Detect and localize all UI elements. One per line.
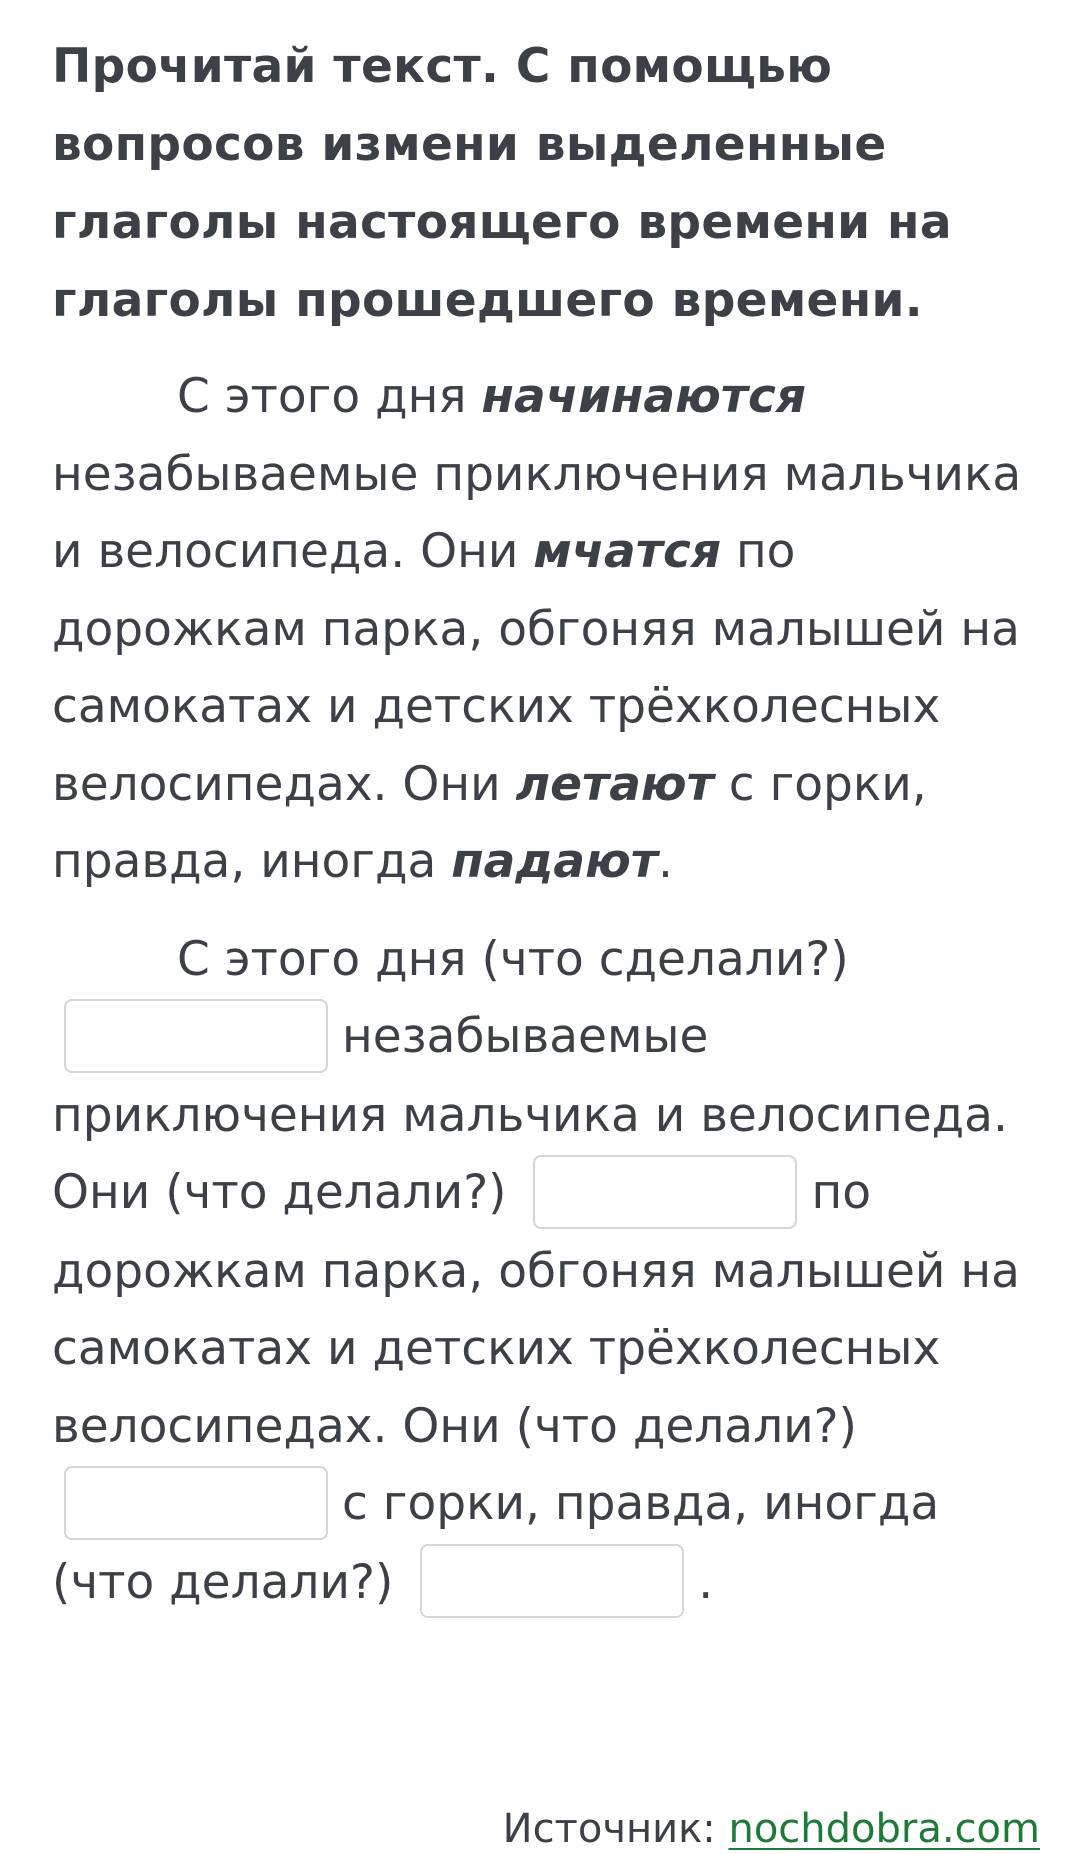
answer-input-3[interactable]: [64, 1466, 328, 1540]
highlighted-verb-1: начинаются: [481, 369, 807, 424]
answer-input-1[interactable]: [64, 999, 328, 1073]
source-label: Источник:: [502, 1806, 729, 1852]
highlighted-verb-2: мчатся: [533, 524, 722, 579]
source-link[interactable]: nochdobra.com: [728, 1806, 1040, 1852]
task-instruction: Прочитай текст. С помощью вопросов измени выделенные глаголы настоящего времени на глаголы прошедшего времени.: [52, 39, 952, 328]
exercise-text-fragment: .: [698, 1554, 714, 1610]
original-text-fragment: с горки, правда, иногда: [52, 756, 927, 889]
original-text-fragment: .: [658, 834, 673, 889]
exercise-text-fragment: по дорожкам парка, обгоняя малышей на самокатах и детских трёхколесных велосипедах. Они (что делали?): [52, 1165, 1020, 1454]
original-text-fragment: по дорожкам парка, обгоняя малышей на самокатах и детских трёхколесных велосипедах. Они: [52, 524, 1020, 812]
answer-input-2[interactable]: [533, 1155, 797, 1229]
highlighted-verb-3: летают: [515, 756, 714, 812]
exercise-text-fragment: с горки, правда, иногда (что делали?): [52, 1476, 940, 1610]
highlighted-verb-4: падают: [451, 834, 658, 889]
answer-input-4[interactable]: [420, 1544, 684, 1618]
original-text-fragment: незабываемые приключения мальчика и велосипеда. Они: [52, 446, 1022, 579]
exercise-text-fragment: незабываемые приключения мальчика и велосипеда. Они (что делали?): [52, 1009, 1008, 1220]
exercise-page: [52, 28, 1037, 1622]
exercise-text: [52, 921, 1037, 1623]
original-text: [52, 358, 1037, 901]
original-text-fragment: С этого дня: [177, 369, 482, 424]
exercise-text-fragment: С этого дня (что сделали?): [177, 931, 849, 987]
